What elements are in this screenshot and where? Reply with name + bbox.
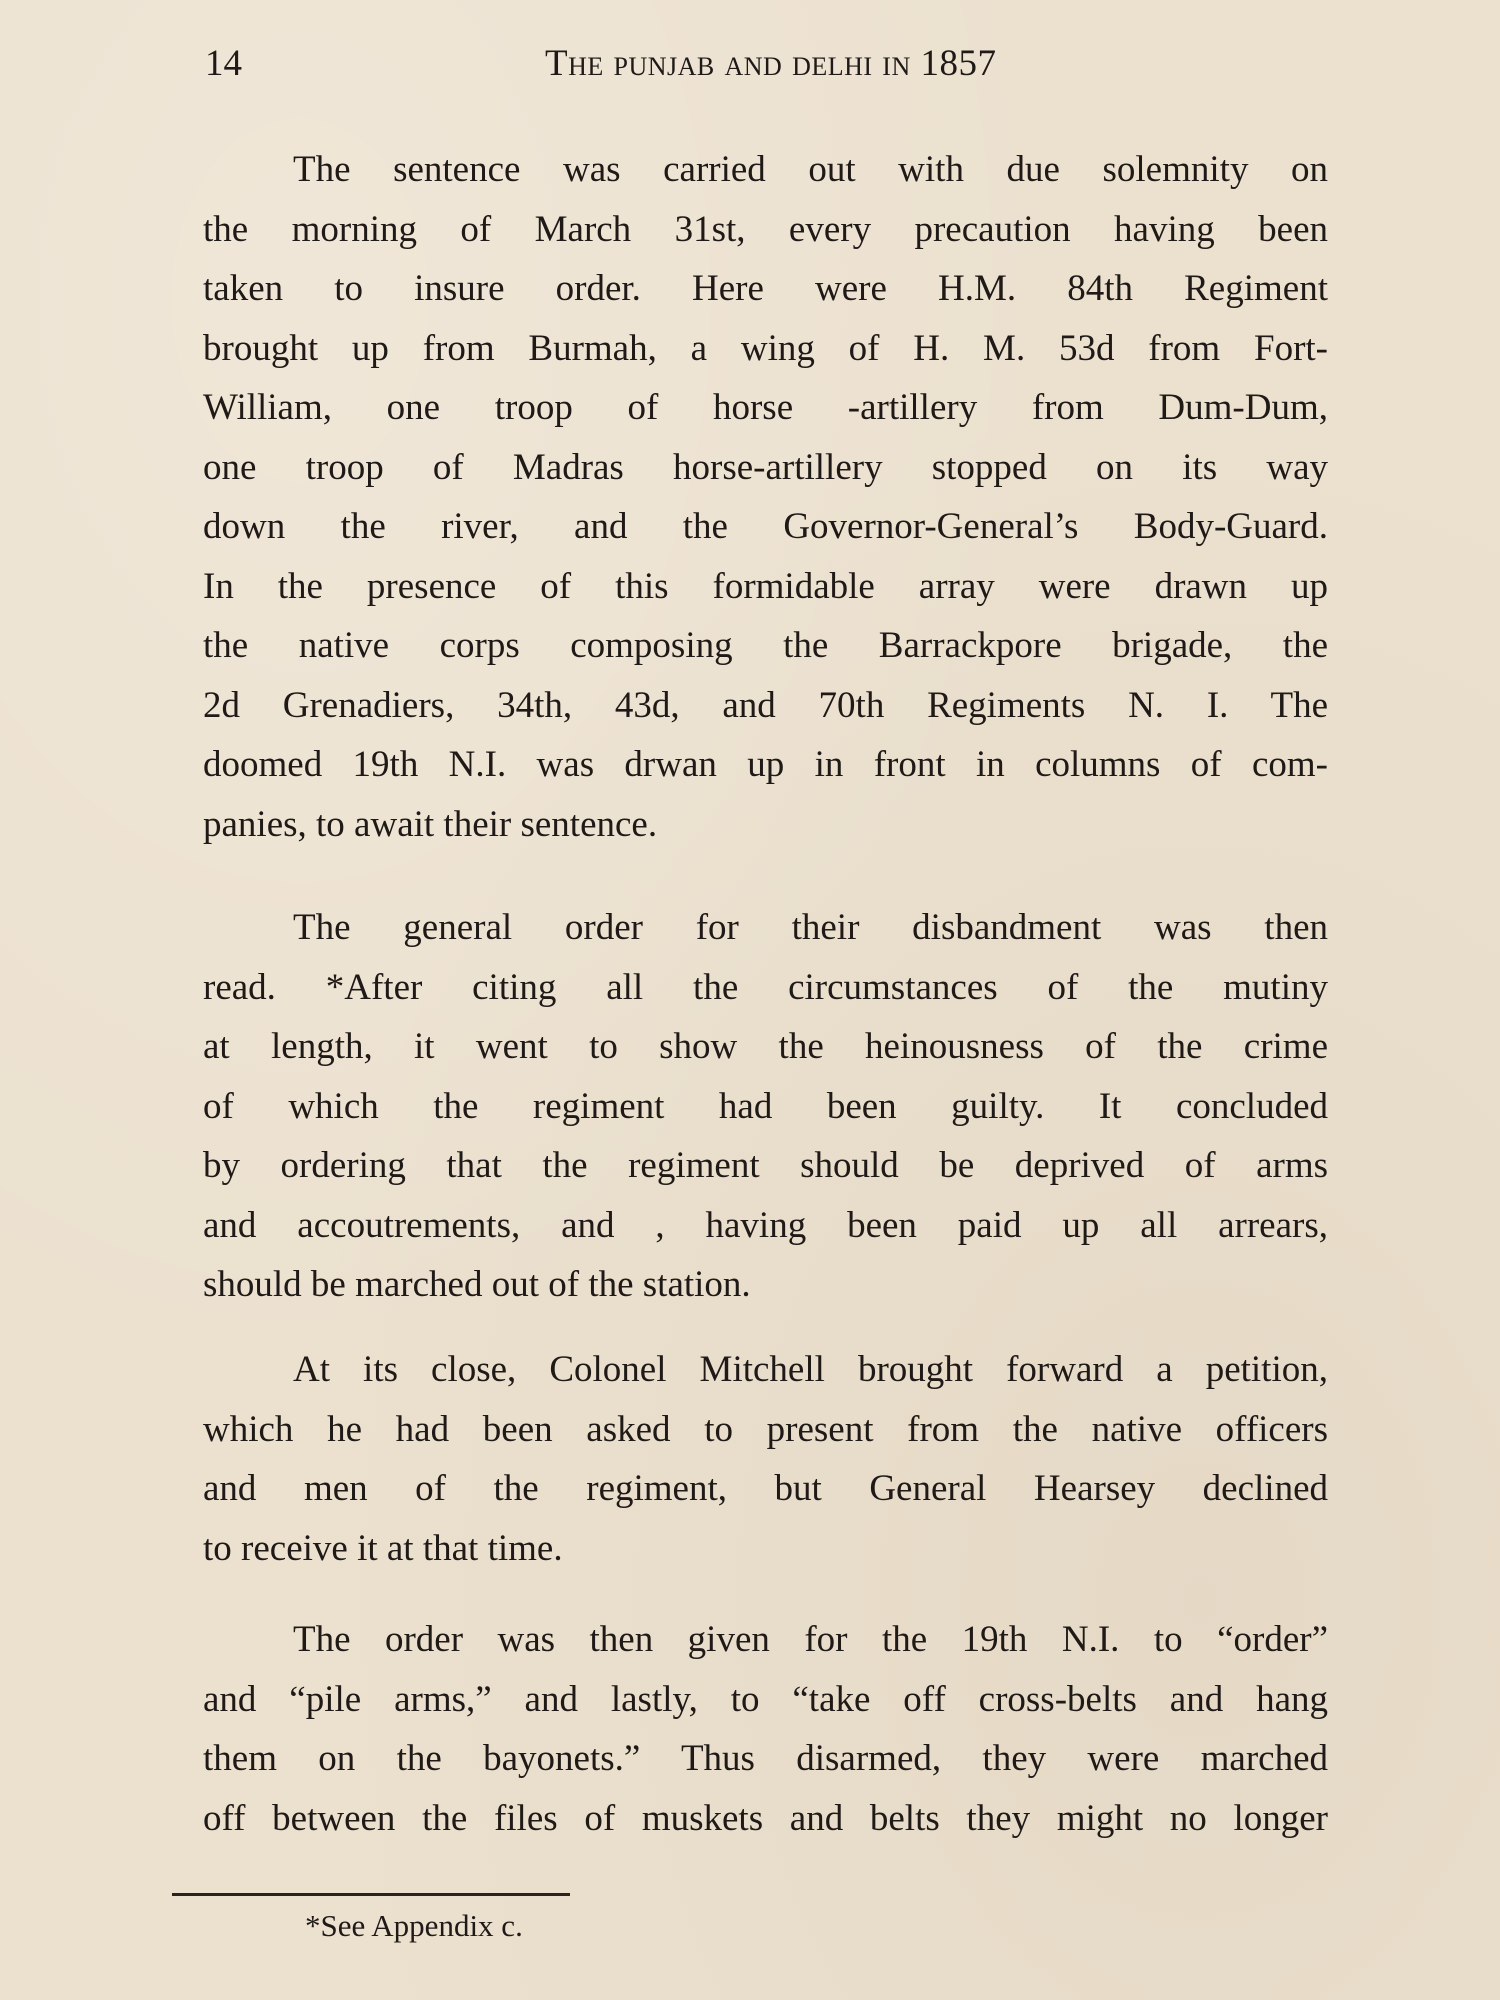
text-line: of which the regiment had been guilty. It concluded (203, 1085, 1328, 1127)
running-title: The punjab and delhi in 1857 (545, 43, 997, 84)
text-line: down the river, and the Governor-General’s Body-Guard. (203, 506, 1328, 547)
text-line: by ordering that the regiment should be deprived of arms (203, 1145, 1328, 1186)
text-line: doomed 19th N.I. was drwan up in front in columns of com- (203, 744, 1328, 785)
footnote: *See Appendix c. (305, 1908, 523, 1943)
text-line: The sentence was carried out with due solemnity on (293, 149, 1328, 190)
text-line: In the presence of this formidable array were drawn up (203, 565, 1328, 607)
text-line: The general order for their disbandment was then (293, 907, 1328, 948)
text-line: them on the bayonets.” Thus disarmed, they were marched (203, 1738, 1328, 1779)
text-line: At its close, Colonel Mitchell brought forward a petition, (293, 1349, 1328, 1390)
text-line: to receive it at that time. (203, 1527, 563, 1569)
text-line: and accoutrements, and , having been paid up all arrears, (203, 1204, 1328, 1246)
text-line: which he had been asked to present from the native officers (203, 1408, 1328, 1450)
text-line: off between the files of muskets and belts they might no longer (203, 1797, 1328, 1839)
text-line: The order was then given for the 19th N.I. to “order” (293, 1619, 1328, 1660)
text-line: read. *After citing all the circumstances of the mutiny (203, 966, 1328, 1008)
text-line: the morning of March 31st, every precaution having been (203, 208, 1328, 250)
text-line: at length, it went to show the heinousness of the crime (203, 1026, 1328, 1067)
text-line: William, one troop of horse -artillery from Dum-Dum, (203, 387, 1328, 428)
text-line: 2d Grenadiers, 34th, 43d, and 70th Regiments N. I. The (203, 684, 1328, 726)
text-line: should be marched out of the station. (203, 1264, 751, 1305)
footnote-rule (172, 1893, 570, 1896)
text-line: brought up from Burmah, a wing of H. M. 53d from Fort- (203, 327, 1328, 369)
running-head (205, 42, 1340, 92)
text-line: panies, to await their sentence. (203, 803, 658, 845)
paragraph-2 (203, 898, 1328, 1315)
text-line: the native corps composing the Barrackpore brigade, the (203, 625, 1328, 666)
paragraph-3 (203, 1340, 1328, 1578)
paragraph-1 (203, 140, 1328, 854)
text-line: and “pile arms,” and lastly, to “take off cross-belts and hang (203, 1678, 1328, 1720)
text-line: taken to insure order. Here were H.M. 84th Regiment (203, 268, 1328, 309)
paragraph-4 (203, 1610, 1328, 1848)
page-number: 14 (205, 43, 242, 84)
text-line: and men of the regiment, but General Hearsey declined (203, 1468, 1328, 1509)
text-line: one troop of Madras horse-artillery stopped on its way (203, 446, 1328, 488)
